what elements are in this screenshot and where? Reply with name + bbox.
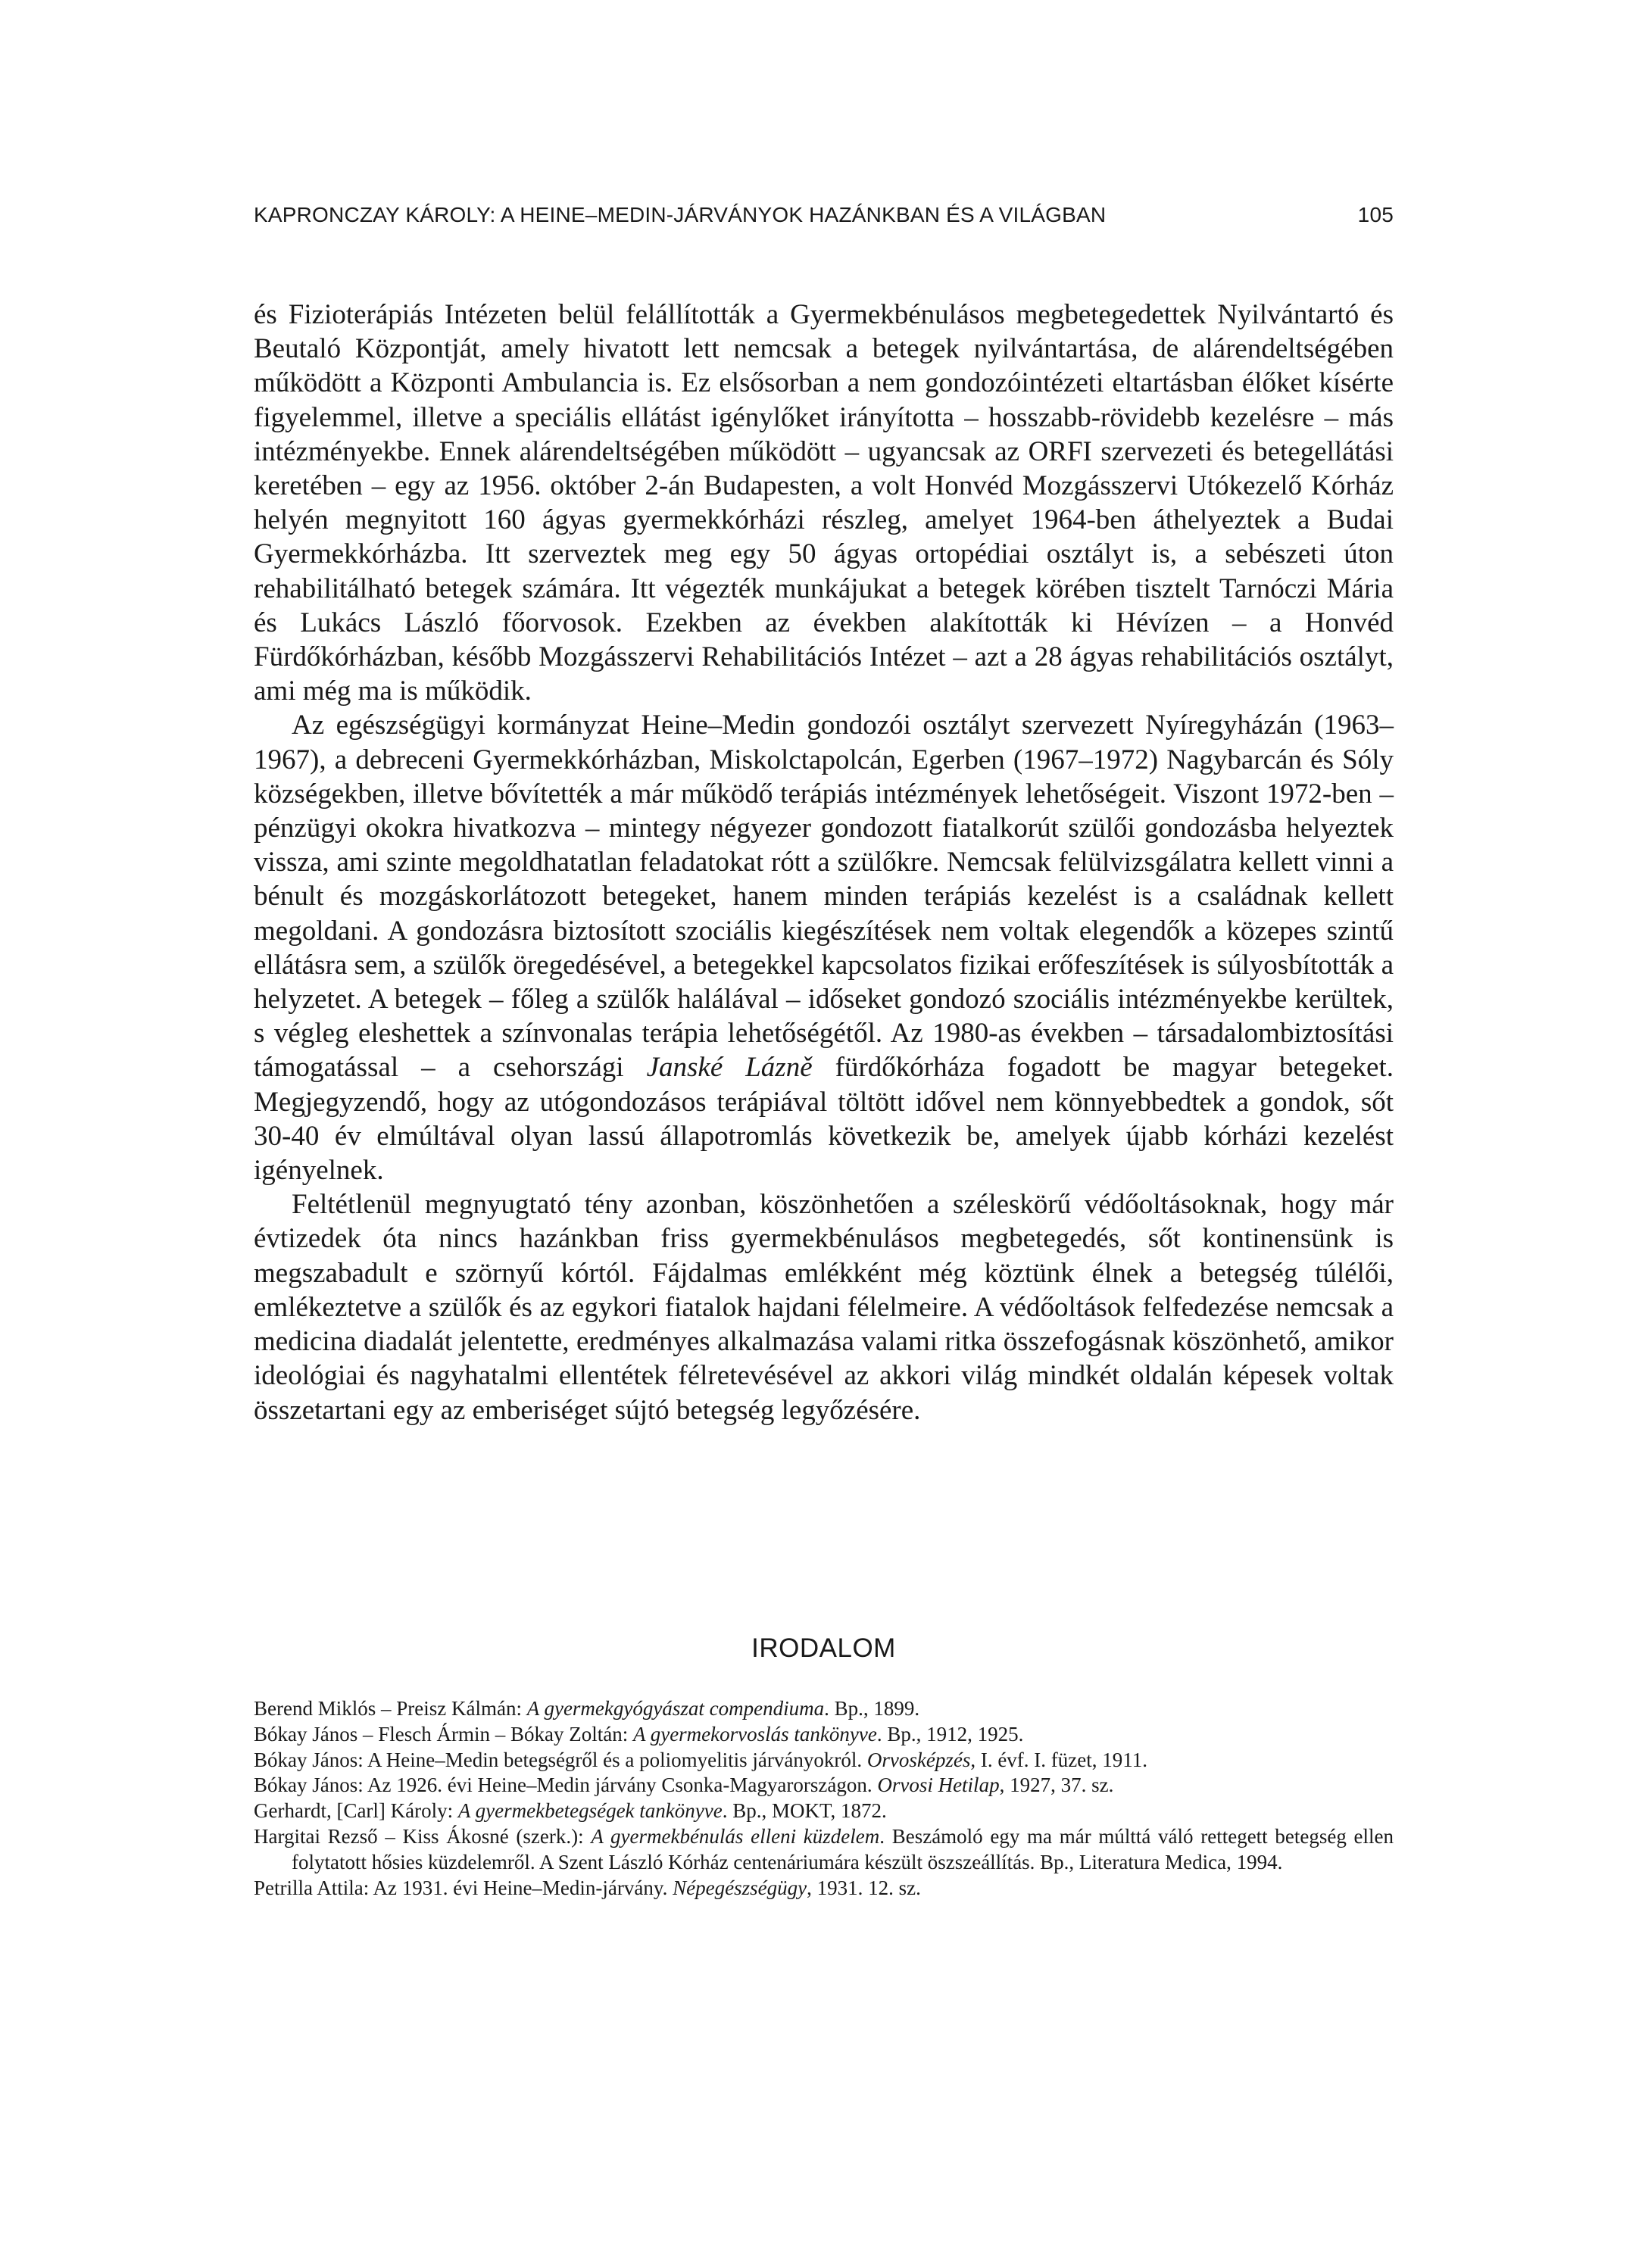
paragraph-2 xyxy=(254,708,1394,1187)
reference-text: Bókay János: Az 1926. évi Heine–Medin járvány Csonka-Magyarországon. xyxy=(254,1774,878,1797)
body-text xyxy=(254,298,1394,1427)
reference-item xyxy=(254,1824,1394,1876)
reference-text: . Bp., 1912, 1925. xyxy=(876,1722,1024,1745)
reference-item xyxy=(254,1773,1394,1798)
reference-item xyxy=(254,1748,1394,1774)
reference-text: , 1927, 37. sz. xyxy=(999,1774,1114,1797)
reference-text: . Beszámoló egy ma már múlttá váló rettegett betegség ellen folytatott hősies küzdelemről. A Szent László Kórház centenáriumára készült öszszeállítás. Bp., Literatura Medica, 1994. xyxy=(292,1824,1394,1873)
running-head xyxy=(254,203,1394,233)
page-number: 105 xyxy=(1357,203,1394,226)
reference-item xyxy=(254,1696,1394,1722)
reference-item xyxy=(254,1876,1394,1901)
reference-text: , 1931. 12. sz. xyxy=(807,1876,921,1899)
reference-text: Berend Miklós – Preisz Kálmán: xyxy=(254,1697,527,1720)
place-name-italic: Janské Lázně xyxy=(646,1052,813,1084)
reference-title: A gyermekbénulás elleni küzdelem xyxy=(591,1824,880,1848)
references-heading: IRODALOM xyxy=(751,1633,896,1663)
paragraph-3: Feltétlenül megnyugtató tény azonban, köszönhetően a széleskörű védőoltásoknak, hogy már évtizedek óta nincs hazánkban friss gyermekbénulásos megbetegedés, sőt kontinensünk is megszabadult e szörnyű kórtól. Fájdalmas emlékként még köztünk élnek a betegség túlélői, emlékeztetve a szülők és az egykori fiatalok hajdani félelmeire. A védőoltások felfedezése nemcsak a medicina diadalát jelentette, eredményes alkalmazása valami ritka összefogásnak köszönhető, amikor ideológiai és nagyhatalmi ellentétek félretevésével az akkori világ mindkét oldalán képesek voltak összetartani egy az emberiséget sújtó betegség legyőzésére. xyxy=(254,1189,1394,1426)
paragraph-2-part-a: Az egészségügyi kormányzat Heine–Medin gondozói osztályt szervezett Nyíregyházán (1963–1967), a debreceni Gyermekkórházban, Miskolctapolcán, Egerben (1967–1972) Nagybarcán és Sóly községekben, illetve bővítették a már működő terápiás intézmények lehetőségeit. Viszont 1972-ben – pénzügyi okokra hivatkozva – mintegy négyezer gondozott fiatalkorút szülői gondozásba helyeztek vissza, ami szinte megoldhatatlan feladatokat rótt a szülőkre. Nemcsak felülvizsgálatra kellett vinni a bénult és mozgáskorlátozott betegeket, hanem minden terápiás kezelést is a családnak kellett megoldani. A gondozásra biztosított szociális kiegészítések nem voltak elegendők a közepes szintű ellátásra sem, a szülők öregedésével, a betegekkel kapcsolatos fizikai erőfeszítések is súlyosbították a helyzetet. A betegek – főleg a szülők halálával – időseket gondozó szociális intézményekbe kerültek, s végleg eleshettek a színvonalas terápia lehetőségétől. Az 1980-as években – társadalombiztosítási támogatással – a csehországi xyxy=(254,710,1394,1084)
reference-title: Orvosképzés xyxy=(866,1748,971,1771)
reference-text: . Bp., 1899. xyxy=(824,1697,920,1720)
reference-title: A gyermekorvoslás tankönyve xyxy=(632,1722,877,1745)
reference-item xyxy=(254,1798,1394,1824)
reference-text: Bókay János: A Heine–Medin betegségről és a poliomyelitis járványokról. xyxy=(254,1748,867,1771)
reference-text: . Bp., MOKT, 1872. xyxy=(722,1799,887,1823)
reference-text: , I. évf. I. füzet, 1911. xyxy=(970,1748,1147,1771)
reference-item xyxy=(254,1722,1394,1748)
reference-title: A gyermekbetegségek tankönyve xyxy=(457,1799,723,1823)
reference-text: Hargitai Rezső – Kiss Ákosné (szerk.): xyxy=(254,1824,592,1848)
reference-text: Gerhardt, [Carl] Károly: xyxy=(254,1799,458,1823)
reference-text: Bókay János – Flesch Ármin – Bókay Zoltán: xyxy=(254,1722,633,1745)
paragraph-2-part-b: fürdőkórháza fogadott be magyar betegeket. Megjegyzendő, hogy az utógondozásos terápiával töltött idővel nem könnyebbedtek a gondok, sőt 30-40 év elmúltával olyan lassú állapotromlás következik be, amelyek újabb kórházi kezelést igényelnek. xyxy=(254,1052,1394,1187)
references-list xyxy=(254,1696,1394,1901)
paragraph-1: és Fizioterápiás Intézeten belül felállították a Gyermekbénulásos megbetegedettek Nyilvántartó és Beutaló Központját, amely hivatott lett nemcsak a betegek nyilvántartása, de alárendeltségében működött a Központi Ambulancia is. Ez elsősorban a nem gondozóintézeti eltartásban élőket kísérte figyelemmel, illetve a speciális ellátást igénylőket irányította – hosszabb-rövidebb kezelésre – más intézményekbe. Ennek alárendeltségében működött – ugyancsak az ORFI szervezeti és betegellátási keretében – egy az 1956. október 2-án Budapesten, a volt Honvéd Mozgásszervi Utókezelő Kórház helyén megnyitott 160 ágyas gyermekkórházi részleg, amelyet 1964-ben áthelyeztek a Budai Gyermekkórházba. Itt szerveztek meg egy 50 ágyas ortopédiai osztályt is, a sebészeti úton rehabilitálható betegek számára. Itt végezték munkájukat a betegek körében tisztelt Tarnóczi Mária és Lukács László főorvosok. Ezekben az években alakították ki Hévízen – a Honvéd Fürdőkórházban, később Mozgásszervi Rehabilitációs Intézet – azt a 28 ágyas rehabilitációs osztályt, ami még ma is működik. xyxy=(254,299,1394,707)
reference-title: Népegészségügy xyxy=(673,1876,807,1899)
reference-text: Petrilla Attila: Az 1931. évi Heine–Medin-járvány. xyxy=(254,1876,673,1899)
reference-title: Orvosi Hetilap xyxy=(877,1774,1000,1797)
running-head-title: KAPRONCZAY KÁROLY: A HEINE–MEDIN-JÁRVÁNYOK HAZÁNKBAN ÉS A VILÁGBAN xyxy=(254,203,1107,226)
reference-title: A gyermekgyógyászat compendiuma xyxy=(526,1697,825,1720)
